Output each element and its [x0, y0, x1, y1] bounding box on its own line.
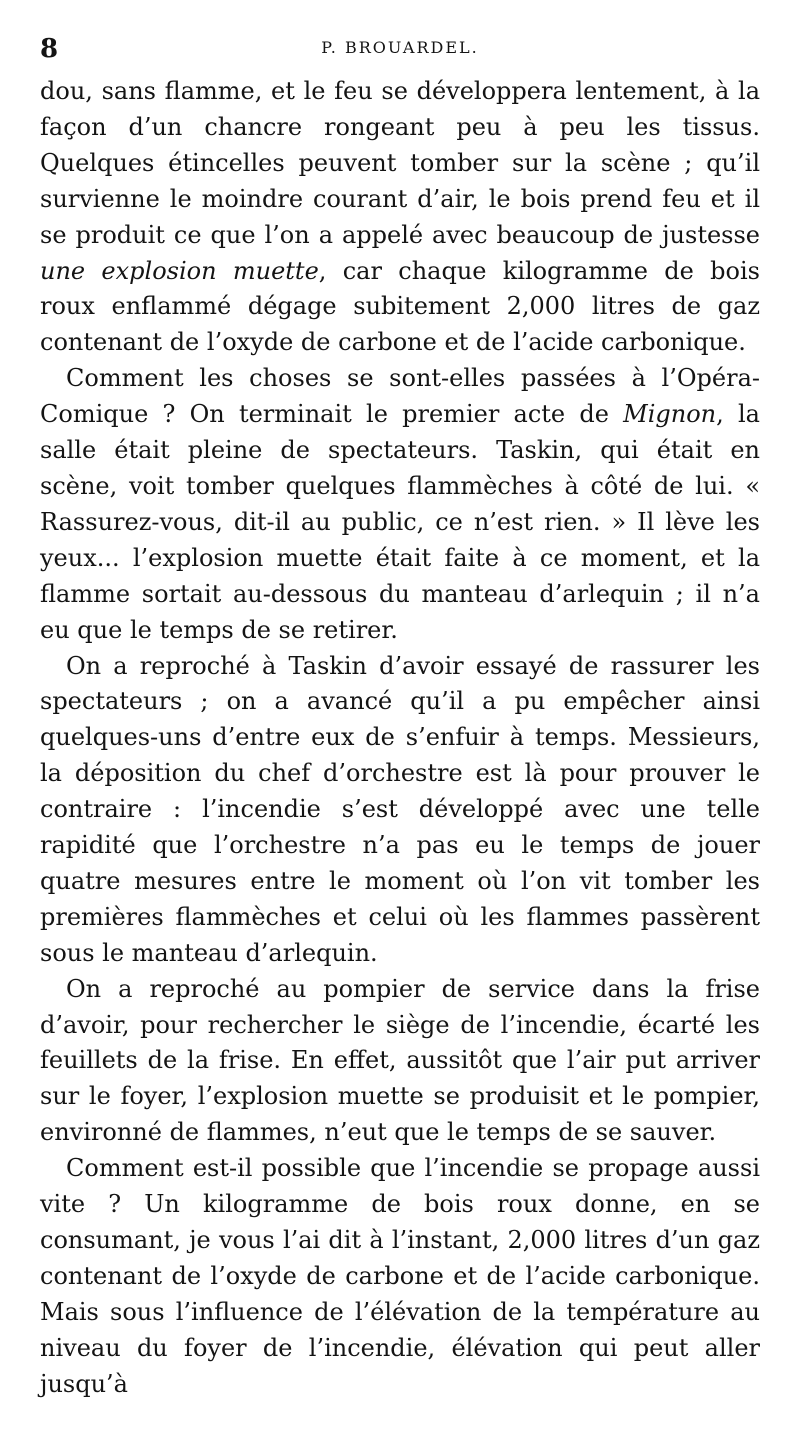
page-number: 8	[40, 34, 59, 64]
paragraph-2-italic-mignon: Mignon	[623, 400, 717, 429]
paragraph-2-text-1: Comment les choses se sont-elles passées à l’Opéra-Comique ? On terminait le premier acte de	[40, 364, 760, 429]
paragraph-1-text-1: dou, sans flamme, et le feu se développera lentement, à la façon d’un chancre rongeant peu à peu les tissus. Quelques étincelles peuvent tomber sur la scène ; qu’il survienne le moindre courant d’air, le bois prend feu et il se produit ce que l’on a appelé avec beaucoup de justesse	[40, 77, 760, 249]
paragraph-3-text: On a reproché à Taskin d’avoir essayé de rassurer les spectateurs ; on a avancé qu’il a pu empêcher ainsi quelques-uns d’entre eux de s’enfuir à temps. Messieurs, la déposition du chef d’orchestre est là pour prouver le contraire : l’incendie s’est développé avec une telle rapidité que l’orchestre n’a pas eu le temps de jouer quatre mesures entre le moment où l’on vit tomber les premières flammèches et celui où les flammes passèrent sous le manteau d’arlequin.	[40, 651, 760, 967]
paragraph-1-text-2: , car chaque kilogramme de bois roux enflammé dégage subitement 2,000 litres de gaz contenant de l’oxyde de carbone et de l’acide carbonique.	[40, 256, 760, 357]
body-text	[40, 74, 760, 1403]
running-head	[40, 30, 760, 74]
paragraph-4-text: On a reproché au pompier de service dans la frise d’avoir, pour rechercher le siège de l’incendie, écarté les feuillets de la frise. En effet, aussitôt que l’air put arriver sur le foyer, l’explosion muette se produisit et le pompier, environné de flammes, n’eut que le temps de se sauver.	[40, 974, 760, 1147]
paragraph-3	[40, 649, 760, 972]
running-title: P. BROUARDEL.	[321, 38, 479, 57]
paragraph-2-text-2: , la salle était pleine de spectateurs. Taskin, qui était en scène, voit tomber quelques flammèches à côté de lui. « Rassurez-vous, dit-il au public, ce n’est rien. » Il lève les yeux... l’explosion muette était faite à ce moment, et la flamme sortait au-dessous du manteau d’arlequin ; il n’a eu que le temps de se retirer.	[40, 400, 760, 644]
paragraph-2	[40, 361, 760, 648]
paragraph-1	[40, 74, 760, 361]
paragraph-4	[40, 972, 760, 1152]
paragraph-5	[40, 1151, 760, 1402]
paragraph-1-italic-explosion-muette: une explosion muette	[40, 256, 319, 285]
paragraph-5-text: Comment est-il possible que l’incendie se propage aussi vite ? Un kilogramme de bois roux donne, en se consumant, je vous l’ai dit à l’instant, 2,000 litres d’un gaz contenant de l’oxyde de carbone et de l’acide carbonique. Mais sous l’influence de l’élévation de la température au niveau du foyer de l’incendie, élévation qui peut aller jusqu’à	[40, 1154, 760, 1398]
